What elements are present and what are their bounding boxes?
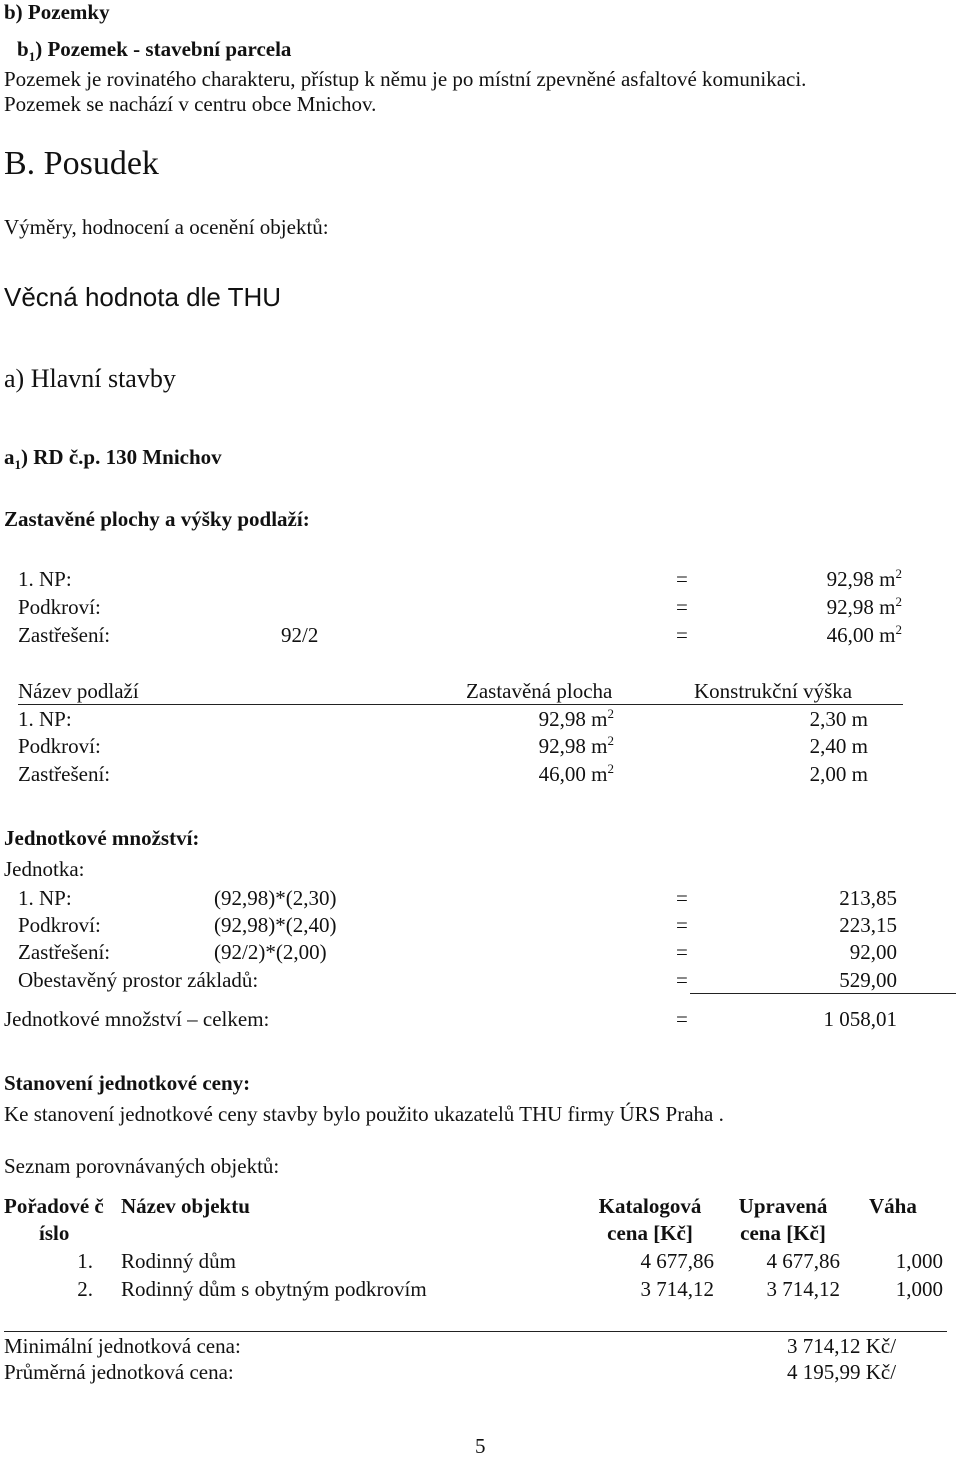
floor-area: 92,98 $m^2$	[538, 733, 614, 758]
floor-areas-heading: Zastavěné plochy a výšky podlaží:	[4, 507, 310, 531]
unit-label: Jednotka:	[4, 857, 85, 881]
floors-header-rule	[18, 704, 903, 705]
area-value: 92,98 $m^2$	[826, 594, 902, 619]
floors-header-area: Zastavěná plocha	[466, 679, 613, 703]
quantity-label: Obestavěný prostor základů:	[18, 968, 259, 992]
quantity-value: 223,15	[839, 913, 897, 937]
value-heading: Věcná hodnota dle THU	[4, 282, 282, 312]
floor-name: 1. NP:	[18, 707, 72, 731]
quantity-label: Zastřešení:	[18, 940, 111, 964]
avg-price-label: Průměrná jednotková cena:	[4, 1360, 234, 1384]
area-value: 46,00 $m^2$	[826, 622, 902, 647]
summary-rule	[4, 1331, 947, 1332]
parcel-prefix: b	[17, 37, 29, 61]
area-label: Zastřešení:	[18, 623, 111, 647]
floor-height: 2,40 m	[809, 734, 868, 758]
total-label: Jednotkové množství – celkem:	[4, 1007, 270, 1031]
area-label: Podkroví:	[18, 595, 101, 619]
assessment-heading: Výměry, hodnocení a ocenění objektů:	[4, 215, 329, 239]
floor-name: Zastřešení:	[18, 762, 111, 786]
quantity-equals: =	[676, 913, 688, 937]
compare-row-catalog: 4 677,86	[640, 1249, 714, 1273]
min-price-label: Minimální jednotková cena:	[4, 1334, 241, 1358]
quantity-equals: =	[676, 886, 688, 910]
compare-header-catalog: Katalogová	[598, 1194, 702, 1218]
floor-height: 2,00 m	[809, 762, 868, 786]
parcel-sub: 1	[28, 49, 36, 65]
compare-header-order-cont: íslo	[39, 1221, 70, 1245]
quantity-equals: =	[676, 940, 688, 964]
area-equals: =	[676, 595, 688, 619]
building-title: ) RD č.p. 130 Mnichov	[21, 445, 222, 469]
compare-row-adjusted: 4 677,86	[766, 1249, 840, 1273]
compared-heading: Seznam porovnávaných objektů:	[4, 1154, 280, 1178]
parcel-description-2: Pozemek se nachází v centru obce Mnichov.	[4, 92, 377, 116]
building-prefix: a	[4, 445, 15, 469]
section-b-heading: b) Pozemky	[4, 0, 110, 24]
area-value: 92,98 $m^2$	[826, 566, 902, 591]
compare-header-adjusted-unit: cena [Kč]	[740, 1221, 826, 1245]
compare-header-adjusted: Upravená	[738, 1194, 828, 1218]
area-label: 1. NP:	[18, 567, 72, 591]
main-buildings-heading: a) Hlavní stavby	[4, 364, 176, 393]
compare-row-no: 1.	[77, 1249, 93, 1273]
compare-header-catalog-unit: cena [Kč]	[607, 1221, 693, 1245]
area-formula: 92/2	[281, 623, 319, 647]
quantity-value: 213,85	[839, 886, 897, 910]
compare-header-weight: Váha	[869, 1194, 917, 1218]
floor-area: 46,00 $m^2$	[538, 761, 614, 786]
quantity-formula: (92,98)*(2,30)	[214, 886, 337, 910]
total-rule	[690, 993, 956, 994]
total-value: 1 058,01	[823, 1007, 897, 1031]
compare-header-name: Název objektu	[121, 1194, 250, 1218]
quantity-equals: =	[676, 968, 688, 992]
parcel-title: ) Pozemek - stavební parcela	[35, 37, 292, 61]
avg-price-value: 4 195,99 Kč/	[787, 1360, 897, 1384]
area-equals: =	[676, 567, 688, 591]
part-heading: B. Posudek	[4, 145, 159, 182]
page-number: 5	[475, 1434, 486, 1458]
unit-price-text: Ke stanovení jednotkové ceny stavby bylo použito ukazatelů THU firmy ÚRS Praha .	[4, 1102, 724, 1126]
total-equals: =	[676, 1007, 688, 1031]
building-sub: 1	[14, 457, 22, 473]
area-equals: =	[676, 623, 688, 647]
quantity-formula: (92,98)*(2,40)	[214, 913, 337, 937]
compare-header-order: Pořadové č	[4, 1194, 104, 1218]
building-heading	[4, 445, 222, 473]
compare-row-name: Rodinný dům s obytným podkrovím	[121, 1277, 427, 1301]
floor-height: 2,30 m	[809, 707, 868, 731]
min-price-value: 3 714,12 Kč/	[787, 1334, 897, 1358]
quantity-value: 92,00	[849, 940, 897, 964]
unit-price-heading: Stanovení jednotkové ceny:	[4, 1071, 251, 1095]
floor-area: 92,98 $m^2$	[538, 706, 614, 731]
floors-header-name: Název podlaží	[18, 679, 139, 703]
quantity-formula: (92/2)*(2,00)	[214, 940, 327, 964]
compare-row-weight: 1,000	[895, 1249, 943, 1273]
compare-row-weight: 1,000	[895, 1277, 943, 1301]
parcel-heading	[17, 37, 292, 65]
quantity-label: Podkroví:	[18, 913, 101, 937]
quantity-value: 529,00	[839, 968, 897, 992]
unit-quantity-heading: Jednotkové množství:	[4, 826, 200, 850]
parcel-description-1: Pozemek je rovinatého charakteru, přístup k němu je po místní zpevněné asfaltové komunikaci.	[4, 67, 807, 91]
compare-row-adjusted: 3 714,12	[766, 1277, 840, 1301]
compare-row-name: Rodinný dům	[121, 1249, 236, 1273]
compare-row-no: 2.	[77, 1277, 93, 1301]
quantity-label: 1. NP:	[18, 886, 72, 910]
floors-header-height: Konstrukční výška	[694, 679, 853, 703]
floor-name: Podkroví:	[18, 734, 101, 758]
compare-row-catalog: 3 714,12	[640, 1277, 714, 1301]
